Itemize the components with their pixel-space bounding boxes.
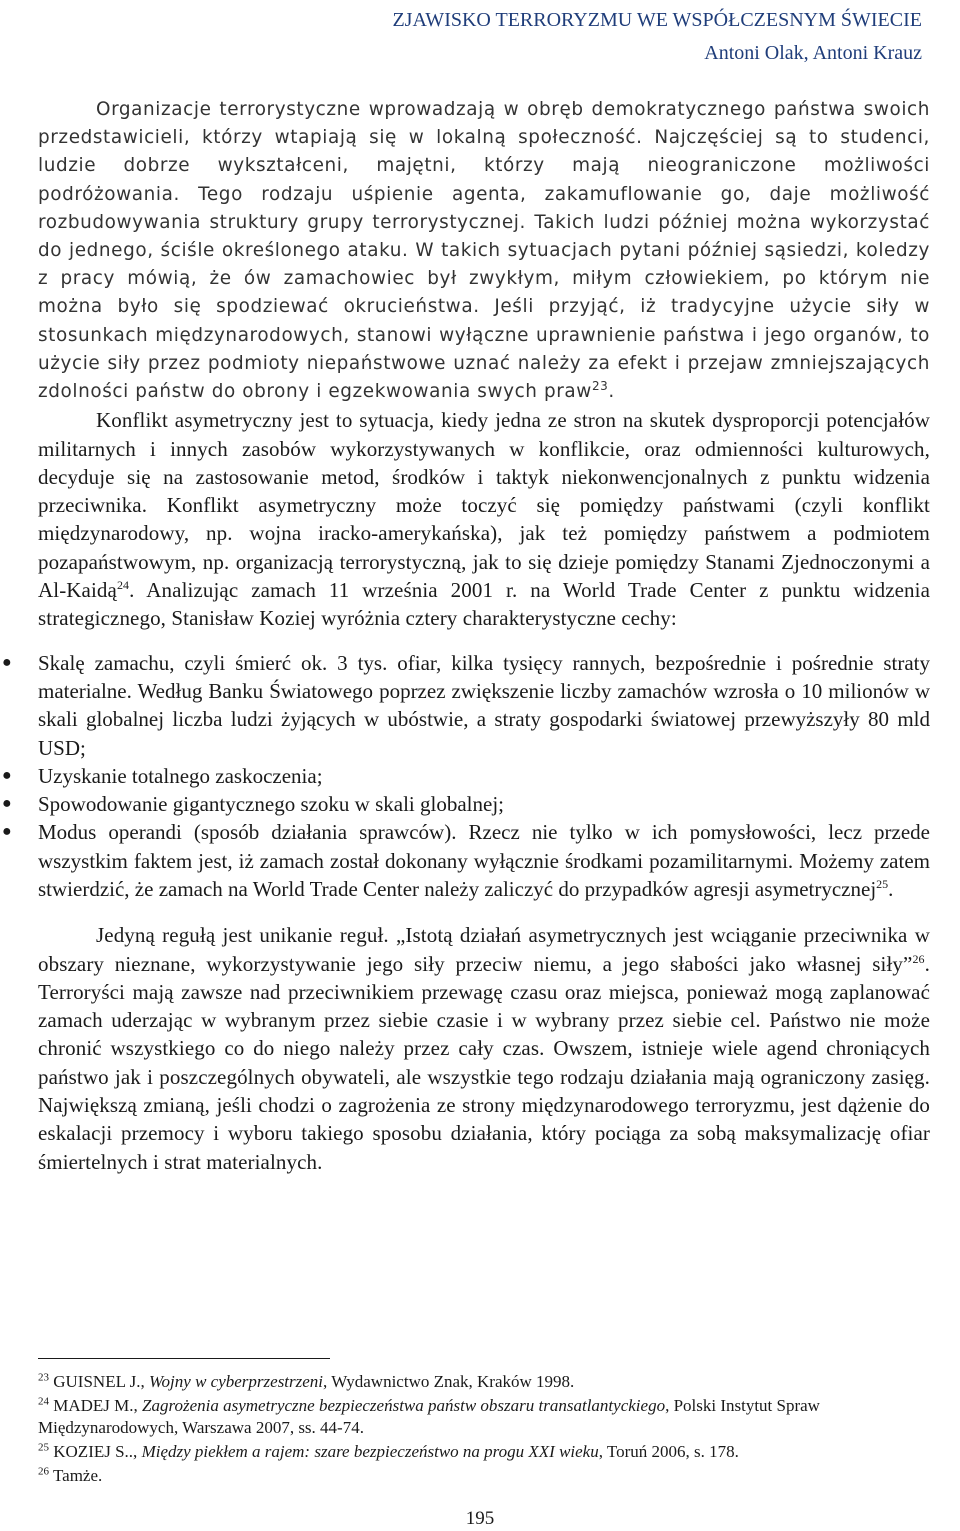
footnote-ref-24[interactable]: 24 (116, 578, 130, 593)
footnote-ref-26[interactable]: 26 (912, 951, 925, 966)
footnote-23 (38, 1371, 930, 1393)
paragraph-3-text-after: . Terroryści mają zawsze nad przeciwnikiem przewagę czasu oraz miejsca, ponieważ mogą zaplanować zamach uderzając w wybranym przez siebie czasie i w wybrany przez siebie cel. Państwo nie może chronić wszystkiego co do niego należy przez cały czas. Owszem, istnieje wiele agend chroniących państwo jak i poszczególnych obywateli, ale wszystkie tego rodzaju działania mają ograniczony zasięg. Największą zmianą, jeśli chodzi o zagrożenia ze strony międzynarodowego terroryzmu, jest dążenie do eskalacji przemocy i wyboru takiego sposobu działania, który pociąga za sobą maksymalizację ofiar śmiertelnych i strat materialnych. (38, 951, 930, 1174)
list-item-end: . (888, 876, 894, 901)
list-item-text: Modus operandi (sposób działania sprawców). Rzecz nie tylko w ich pomysłowości, lecz przede wszystkim faktem jest, iż zamach został dokonany wyłącznie środkami pozamilitarnymi. Możemy zatem stwierdzić, że zamach na World Trade Center należy zaliczyć do przypadków agresji asymetrycznej (38, 820, 930, 901)
paragraph-3-text: Jedyną regułą jest unikanie reguł. „Istotą działań asymetrycznych jest wciąganie przeciwnika w obszary nieznane, wykorzystywanie jego siły przeciw niemu, a jego słabości jako własnej siły” (38, 923, 930, 976)
running-title: ZJAWISKO TERRORYZMU WE WSPÓŁCZESNYM ŚWIECIE (392, 9, 922, 31)
footnote-divider (38, 1358, 330, 1359)
footnote-pre: MADEJ M., (53, 1396, 143, 1415)
footnote-pre: GUISNEL J., (53, 1372, 149, 1391)
feature-list (2, 649, 930, 904)
body-text (2, 96, 930, 1176)
footnote-26 (38, 1465, 930, 1487)
paragraph-1 (38, 96, 930, 406)
footnotes (38, 1358, 930, 1489)
footnote-number: 24 (38, 1395, 49, 1408)
bullet-icon: ● (2, 653, 12, 671)
footnote-24 (38, 1395, 930, 1439)
footnote-number: 25 (38, 1441, 49, 1454)
bullet-icon: ● (2, 823, 12, 841)
paragraph-2-text-after: . Analizując zamach 11 września 2001 r. na World Trade Center z punktu widzenia strategicznego, Stanisław Koziej wyróżnia cztery charakterystyczne cechy: (38, 578, 930, 631)
footnote-pre: KOZIEJ S.., (53, 1442, 142, 1461)
bullet-icon: ● (2, 795, 12, 813)
footnote-title: Zagrożenia asymetryczne bezpieczeństwa państw obszaru transatlantyckiego (142, 1396, 666, 1415)
paragraph-1-end: . (608, 381, 615, 403)
footnote-title: Wojny w cyberprzestrzeni (148, 1372, 324, 1391)
paragraph-1-text: Organizacje terrorystyczne wprowadzają w obręb demokratycznego państwa swoich przedstawicieli, którzy wtapiają się w lokalną społeczność. Najczęściej są to studenci, ludzie dobrze wykształceni, majętni, którzy mają nieograniczone możliwości podróżowania. Tego rodzaju uśpienie agenta, zakamuflowanie go, daje możliwość rozbudowywania struktury grupy terrorystycznej. Takich ludzi później można wykorzystać do jednego, ściśle określonego ataku. W takich sytuacjach pytani później sąsiedzi, koledzy z pracy mówią, że ów zamachowiec był zwykłym, miłym człowiekiem, po którym nie można było się spodziewać okrucieństwa. Jeśli przyjąć, iż tradycyjne użycie siły w stosunkach międzynarodowych, stanowi wyłączne uprawnienie państwa i jego organów, to użycie siły przez podmioty niepaństwowe uznać należy za efekt i przejaw zmniejszających zdolności państw do obrony i egzekwowania swych praw (38, 99, 930, 403)
paragraph-2 (38, 406, 930, 632)
bullet-icon: ● (2, 766, 12, 784)
footnote-post: , Wydawnictwo Znak, Kraków 1998. (323, 1372, 575, 1391)
footnote-post: , Polski Instytut Spraw Międzynarodowych, Warszawa 2007, ss. 44-74. (38, 1396, 820, 1437)
footnote-ref-23[interactable]: 23 (591, 378, 609, 393)
paragraph-3 (38, 921, 930, 1176)
running-authors: Antoni Olak, Antoni Krauz (704, 42, 922, 64)
running-header (392, 4, 922, 70)
list-item (2, 790, 930, 818)
list-item (2, 649, 930, 762)
footnote-25 (38, 1441, 930, 1463)
list-item (2, 762, 930, 790)
page-number: 195 (465, 1508, 495, 1529)
footnote-number: 26 (38, 1465, 49, 1478)
list-item-text: Skalę zamachu, czyli śmierć ok. 3 tys. ofiar, kilka tysięcy rannych, bezpośrednie i pośrednie straty materialne. Według Banku Światowego poprzez zwiększenie liczby zamachów wzrosła o 10 milionów w skali globalnej liczba ludzi żyjących w ubóstwie, a straty gospodarki światowej przewyższyły 80 mld USD; (38, 650, 930, 760)
list-item-text: Spowodowanie gigantycznego szoku w skali globalnej; (38, 792, 504, 817)
list-item-text: Uzyskanie totalnego zaskoczenia; (38, 763, 323, 788)
footnote-number: 23 (38, 1371, 49, 1384)
paragraph-2-text: Konflikt asymetryczny jest to sytuacja, kiedy jedna ze stron na skutek dysproporcji potencjałów militarnych i innych zasobów wykorzystywanych w konflikcie, oraz odmienności kulturowych, decyduje się na zastosowanie metod, środków i taktyk niekonwencjonalnych z punktu widzenia przeciwnika. Konflikt asymetryczny może toczyć się pomiędzy państwami (czyli konflikt międzynarodowy, np. wojna iracko-amerykańska), jak też pomiędzy państwem a podmiotem pozapaństwowym, np. organizacją terrorystyczną, jak to się dzieje pomiędzy Stanami Zjednoczonymi a Al-Kaidą (38, 408, 930, 603)
footnote-title: Między piekłem a rajem: szare bezpieczeństwo na progu XXI wieku (141, 1442, 599, 1461)
footnote-pre: Tamże. (52, 1466, 103, 1485)
footnote-ref-25[interactable]: 25 (876, 876, 889, 891)
list-item (2, 818, 930, 903)
footnote-post: , Toruń 2006, s. 178. (598, 1442, 739, 1461)
